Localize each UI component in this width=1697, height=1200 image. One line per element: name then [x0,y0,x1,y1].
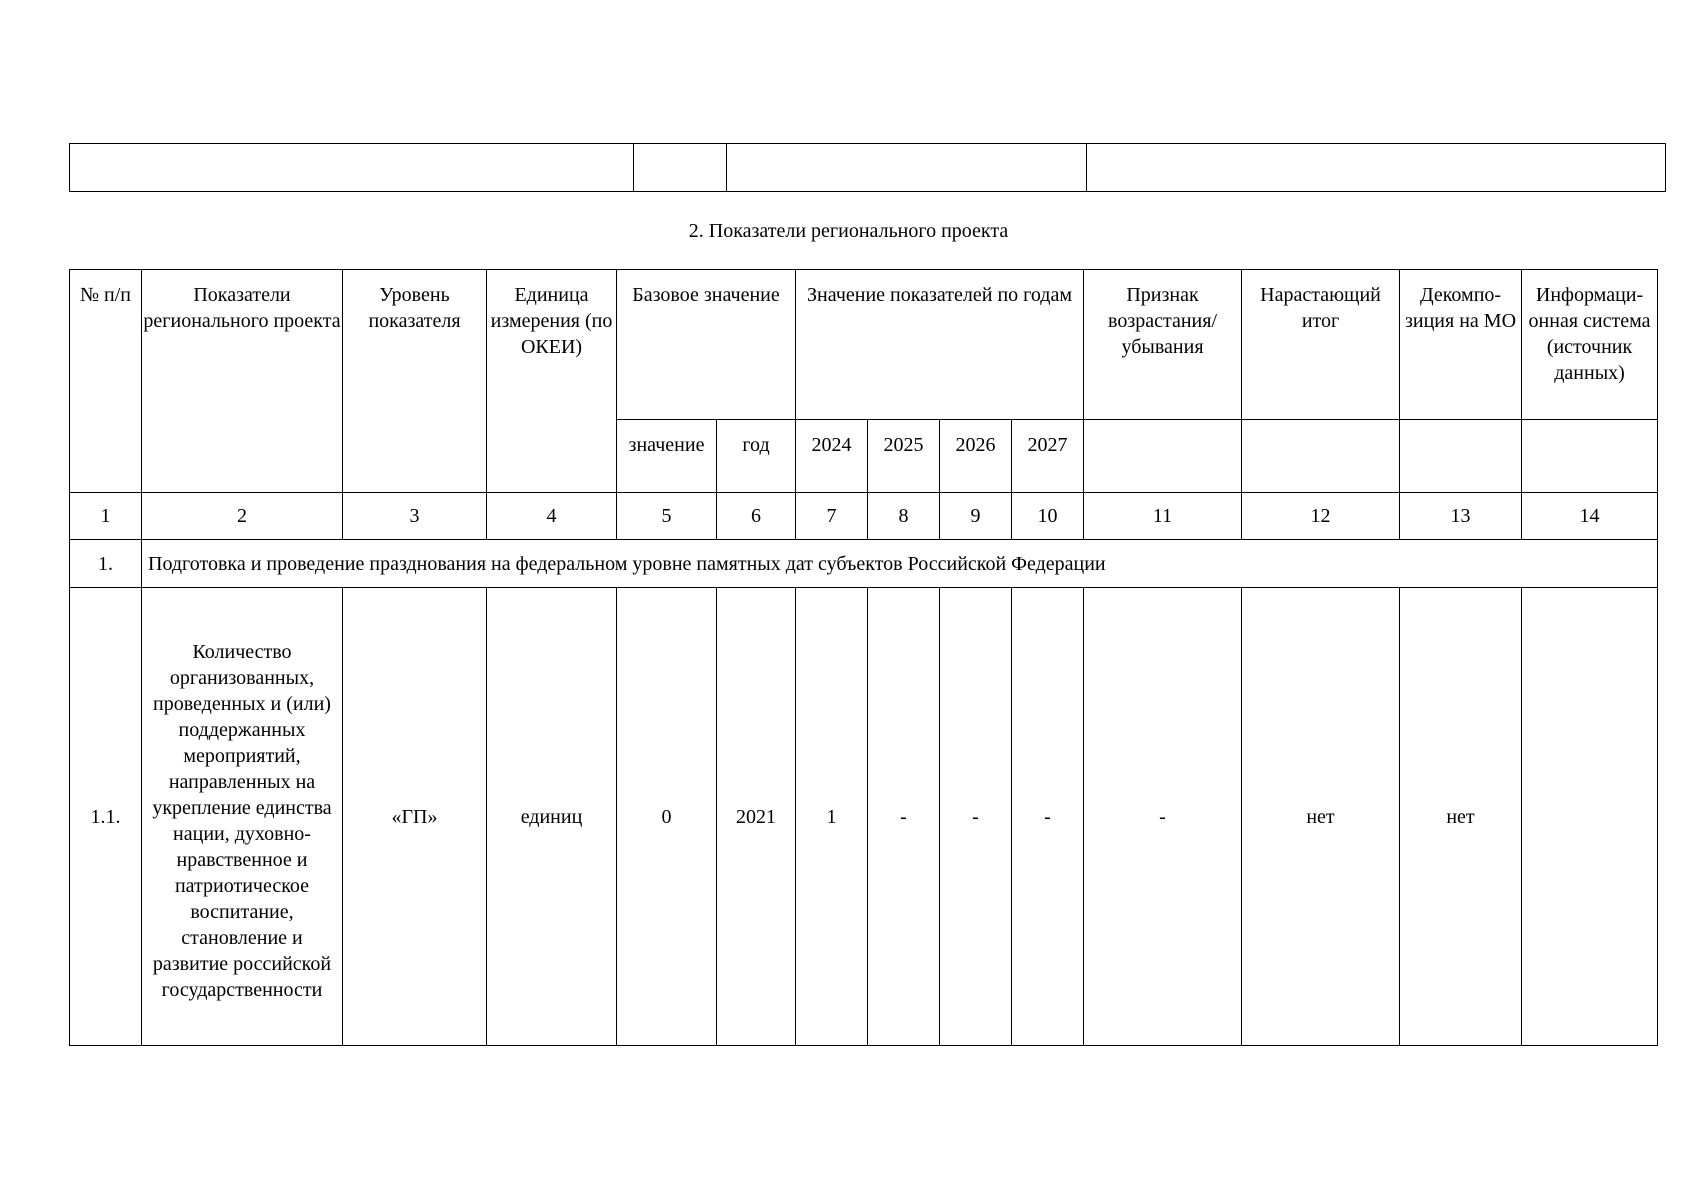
header-num: № п/п [70,270,142,493]
header-base: Базовое значение [617,270,796,420]
row-decomposition: нет [1400,588,1522,1046]
row-value-2027: - [1012,588,1084,1046]
header-year-2025: 2025 [868,420,940,493]
header-base-value: значение [617,420,717,493]
empty-cell [1400,420,1522,493]
row-base-value: 0 [617,588,717,1046]
col-number: 10 [1012,493,1084,540]
empty-cell [70,144,634,192]
header-trend: Признак возрастания/ убывания [1084,270,1242,420]
header-cumulative: Нарастающий итог [1242,270,1400,420]
header-indicator: Показатели регионального проекта [142,270,343,493]
header-years-title: Значение показателей по годам [796,270,1084,420]
empty-cell [634,144,727,192]
col-number: 11 [1084,493,1242,540]
empty-cell [1242,420,1400,493]
empty-cell [1087,144,1666,192]
row-trend: - [1084,588,1242,1046]
col-number: 2 [142,493,343,540]
row-info-system [1522,588,1658,1046]
header-base-year: год [717,420,796,493]
empty-cell [1522,420,1658,493]
row-indicator: Количество организованных, проведенных и (или) поддержанных мероприятий, направленных на укрепление единства нации, духовно-нравственное и патриотическое воспитание, становление и развитие российской государственности [142,588,343,1046]
col-number: 14 [1522,493,1658,540]
empty-cell [1084,420,1242,493]
col-number: 6 [717,493,796,540]
col-number: 1 [70,493,142,540]
section-num: 1. [70,540,142,588]
row-value-2025: - [868,588,940,1046]
row-base-year: 2021 [717,588,796,1046]
row-level: «ГП» [343,588,487,1046]
header-level: Уровень показателя [343,270,487,493]
header-decomposition: Декомпо- зиция на МО [1400,270,1522,420]
row-value-2026: - [940,588,1012,1046]
empty-cell [727,144,1087,192]
row-value-2024: 1 [796,588,868,1046]
header-info-system: Информаци- онная система (источник данных) [1522,270,1658,420]
header-unit: Единица измерения (по ОКЕИ) [487,270,617,493]
top-empty-table [69,143,1666,192]
col-number: 7 [796,493,868,540]
row-unit: единиц [487,588,617,1046]
header-year-2024: 2024 [796,420,868,493]
col-number: 12 [1242,493,1400,540]
col-number: 3 [343,493,487,540]
col-number: 8 [868,493,940,540]
col-number: 5 [617,493,717,540]
row-num: 1.1. [70,588,142,1046]
section-heading: Подготовка и проведение празднования на федеральном уровне памятных дат субъектов Российской Федерации [142,540,1658,588]
col-number: 9 [940,493,1012,540]
section-title: 2. Показатели регионального проекта [688,220,1009,242]
header-year-2027: 2027 [1012,420,1084,493]
header-year-2026: 2026 [940,420,1012,493]
indicators-table [69,269,1658,1046]
row-cumulative: нет [1242,588,1400,1046]
col-number: 13 [1400,493,1522,540]
col-number: 4 [487,493,617,540]
